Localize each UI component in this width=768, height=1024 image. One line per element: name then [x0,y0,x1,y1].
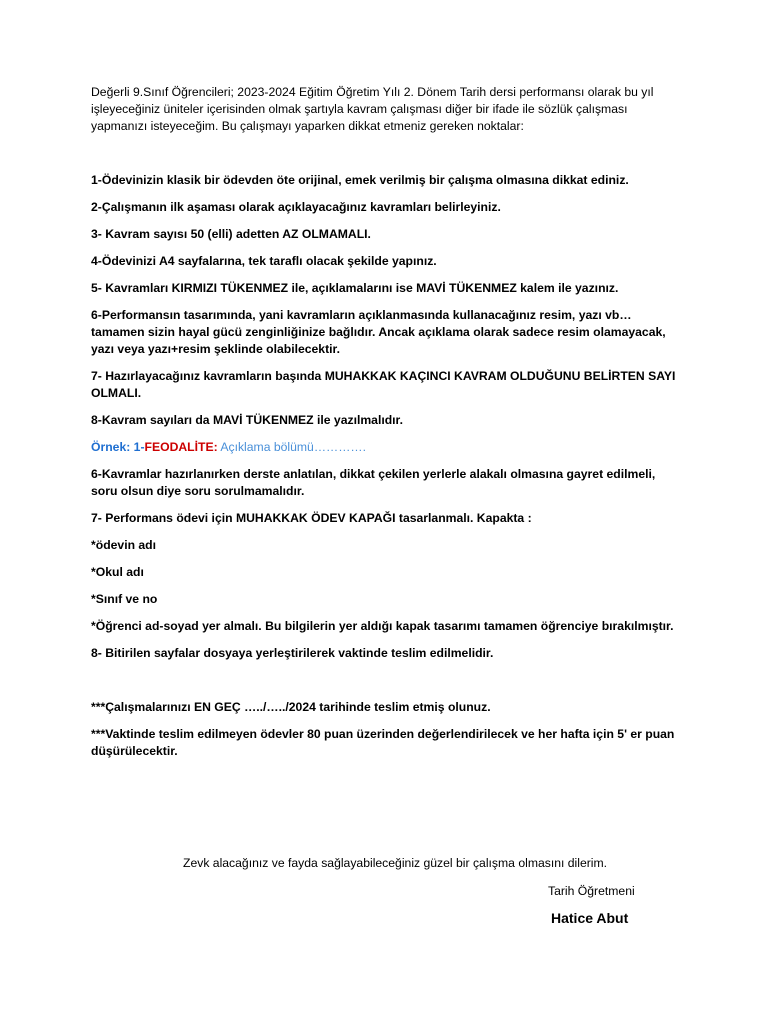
document-body [91,84,681,770]
instruction-item: 7- Performans ödevi için MUHAKKAK ÖDEV KAPAĞI tasarlanmalı. Kapakta : [91,511,532,525]
example-description: Açıklama bölümü…………. [217,440,366,454]
intro-paragraph: Değerli 9.Sınıf Öğrencileri; 2023-2024 Eğitim Öğretim Yılı 2. Dönem Tarih dersi performansı olarak bu yıl işleyeceğiniz üniteler içerisinden olmak şartıyla kavram çalışması diğer bir ifade ile sözlük çalışması yapmanızı isteyeceğim. Bu çalışmayı yaparken dikkat etmeniz gereken noktalar: [91,85,654,133]
example-line [91,439,681,456]
instruction-item: 5- Kavramları KIRMIZI TÜKENMEZ ile, açıklamalarını ise MAVİ TÜKENMEZ kalem ile yazınız. [91,281,619,295]
instruction-item: 7- Hazırlayacağınız kavramların başında MUHAKKAK KAÇINCI KAVRAM OLDUĞUNU BELİRTEN SAYI OLMALI. [91,369,676,400]
instruction-item: 6-Kavramlar hazırlanırken derste anlatılan, dikkat çekilen yerlerle alakalı olmasına gayret edilmeli, soru olsun diye soru sorulmamalıdır. [91,467,656,498]
instruction-item: 3- Kavram sayısı 50 (elli) adetten AZ OLMAMALI. [91,227,371,241]
instruction-item: 2-Çalışmanın ilk aşaması olarak açıklayacağınız kavramları belirleyiniz. [91,200,501,214]
instruction-item: 6-Performansın tasarımında, yani kavramların açıklanmasında kullanacağınız resim, yazı vb… tamamen sizin hayal gücü zenginliğinize bağlıdır. Ancak açıklama olarak sadece resim olamayacak, yazı veya yazı+resim şeklinde olabilecektir. [91,308,666,356]
instruction-item: 8-Kavram sayıları da MAVİ TÜKENMEZ ile yazılmalıdır. [91,413,404,427]
teacher-title: Tarih Öğretmeni [548,884,635,898]
cover-field-item: *Öğrenci ad-soyad yer almalı. Bu bilgilerin yer aldığı kapak tasarımı tamamen öğrenciye bırakılmıştır. [91,619,674,633]
instruction-item: 1-Ödevinizin klasik bir ödevden öte orijinal, emek verilmiş bir çalışma olmasına dikkat ediniz. [91,173,629,187]
closing-sentence: Zevk alacağınız ve fayda sağlayabileceğiniz güzel bir çalışma olmasını dilerim. [183,856,608,870]
cover-field-item: *Sınıf ve no [91,592,158,606]
deadline-note: ***Çalışmalarınızı EN GEÇ …../…../2024 tarihinde teslim etmiş olunuz. [91,700,491,714]
cover-field-item: *Okul adı [91,565,144,579]
teacher-name: Hatice Abut [551,910,629,926]
cover-field-item: *ödevin adı [91,538,157,552]
instruction-item: 4-Ödevinizi A4 sayfalarına, tek taraflı olacak şekilde yapınız. [91,254,437,268]
example-prefix: Örnek: [91,440,134,454]
example-term: FEODALİTE: [144,440,218,454]
penalty-note: ***Vaktinde teslim edilmeyen ödevler 80 puan üzerinden değerlendirilecek ve her hafta için 5' er puan düşürülecektir. [91,727,675,758]
example-number: 1- [133,440,145,454]
instruction-item: 8- Bitirilen sayfalar dosyaya yerleştirilerek vaktinde teslim edilmelidir. [91,646,494,660]
